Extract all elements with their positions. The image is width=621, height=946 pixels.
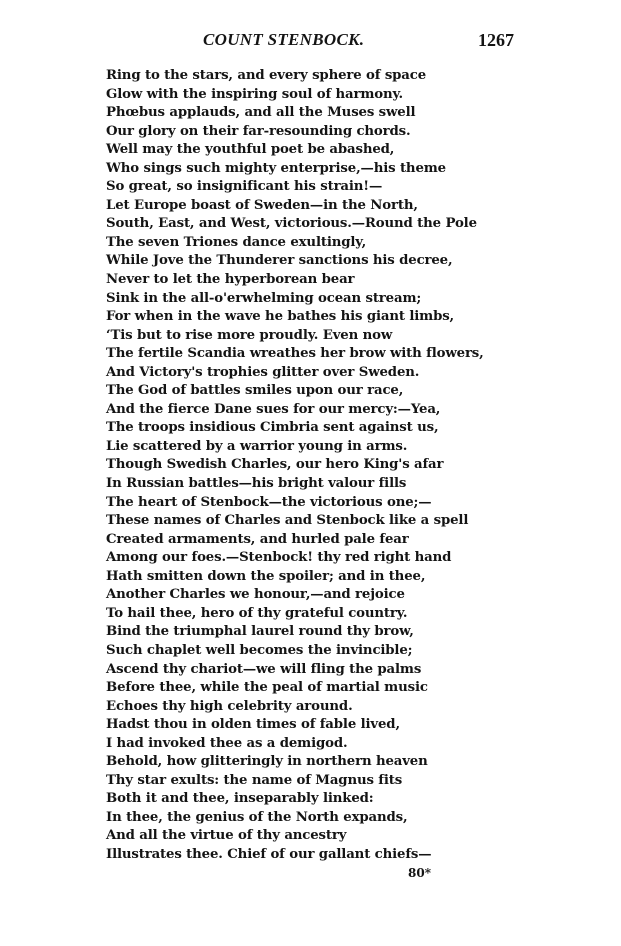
poem-line: And all the virtue of thy ancestry xyxy=(106,828,347,844)
poem-line: Hadst thou in olden times of fable lived, xyxy=(106,717,400,733)
running-title: COUNT STENBOCK. xyxy=(203,30,365,49)
poem-line: The God of battles smiles upon our race, xyxy=(106,383,404,399)
poem-line: I had invoked thee as a demigod. xyxy=(106,735,348,751)
poem-line: Among our foes.—Stenbock! thy red right hand xyxy=(106,550,452,566)
poem-line: ‘Tis but to rise more proudly. Even now xyxy=(106,327,393,343)
poem-line: In Russian battles—his bright valour fills xyxy=(106,476,407,492)
signature-mark: 80* xyxy=(408,866,431,880)
poem-line: In thee, the genius of the North expands, xyxy=(106,809,408,825)
poem-line: The troops insidious Cimbria sent against us, xyxy=(106,420,439,436)
poem-line: Ascend thy chariot—we will fling the palms xyxy=(106,661,422,677)
poem-line: Another Charles we honour,—and rejoice xyxy=(106,587,405,603)
poem-line: These names of Charles and Stenbock like a spell xyxy=(106,513,469,529)
poem-line: Well may the youthful poet be abashed, xyxy=(106,142,395,158)
poem-line: For when in the wave he bathes his giant limbs, xyxy=(106,309,455,325)
poem-line: Echoes thy high celebrity around. xyxy=(106,698,353,714)
poem-line: And Victory's trophies glitter over Sweden. xyxy=(106,364,420,380)
poem-line: Let Europe boast of Sweden—in the North, xyxy=(106,197,418,213)
poem-line: Ring to the stars, and every sphere of space xyxy=(106,68,427,83)
poem-line: Before thee, while the peal of martial music xyxy=(106,680,428,696)
poem-line: Thy star exults: the name of Magnus fits xyxy=(106,772,403,788)
poem-line: South, East, and West, victorious.—Round the Pole xyxy=(106,216,477,232)
poem-line: Both it and thee, inseparably linked: xyxy=(106,791,374,807)
running-head xyxy=(0,30,621,52)
poem-line: While Jove the Thunderer sanctions his decree, xyxy=(106,253,453,269)
poem-line: Our glory on their far-resounding chords. xyxy=(106,123,411,139)
page-number: 1267 xyxy=(478,30,514,50)
poem-line: Glow with the inspiring soul of harmony. xyxy=(106,86,404,102)
poem-line: Bind the triumphal laurel round thy brow, xyxy=(106,624,414,640)
poem-line: Never to let the hyperborean bear xyxy=(106,272,355,288)
poem-line: Created armaments, and hurled pale fear xyxy=(106,531,409,547)
poem-line: Behold, how glitteringly in northern heaven xyxy=(106,754,428,770)
poem-line: The fertile Scandia wreathes her brow with flowers, xyxy=(106,346,484,362)
poem-line: Such chaplet well becomes the invincible; xyxy=(106,642,413,658)
poem-line: Illustrates thee. Chief of our gallant chiefs— xyxy=(106,846,432,862)
poem-line: The heart of Stenbock—the victorious one;— xyxy=(106,494,432,510)
poem-line: Lie scattered by a warrior young in arms. xyxy=(106,438,408,454)
poem-line: So great, so insignificant his strain!— xyxy=(106,179,383,195)
poem-text xyxy=(106,67,486,865)
poem-line: Hath smitten down the spoiler; and in thee, xyxy=(106,568,426,584)
poem-line: Sink in the all-o'erwhelming ocean stream; xyxy=(106,290,422,306)
poem-line: Though Swedish Charles, our hero King's afar xyxy=(106,457,444,473)
poem-line: To hail thee, hero of thy grateful country. xyxy=(106,605,408,621)
poem-line: Who sings such mighty enterprise,—his theme xyxy=(106,160,446,176)
poem-line: The seven Triones dance exultingly, xyxy=(106,234,367,250)
poem-line: Phœbus applauds, and all the Muses swell xyxy=(106,105,416,121)
poem-line: And the fierce Dane sues for our mercy:—Yea, xyxy=(106,401,441,417)
